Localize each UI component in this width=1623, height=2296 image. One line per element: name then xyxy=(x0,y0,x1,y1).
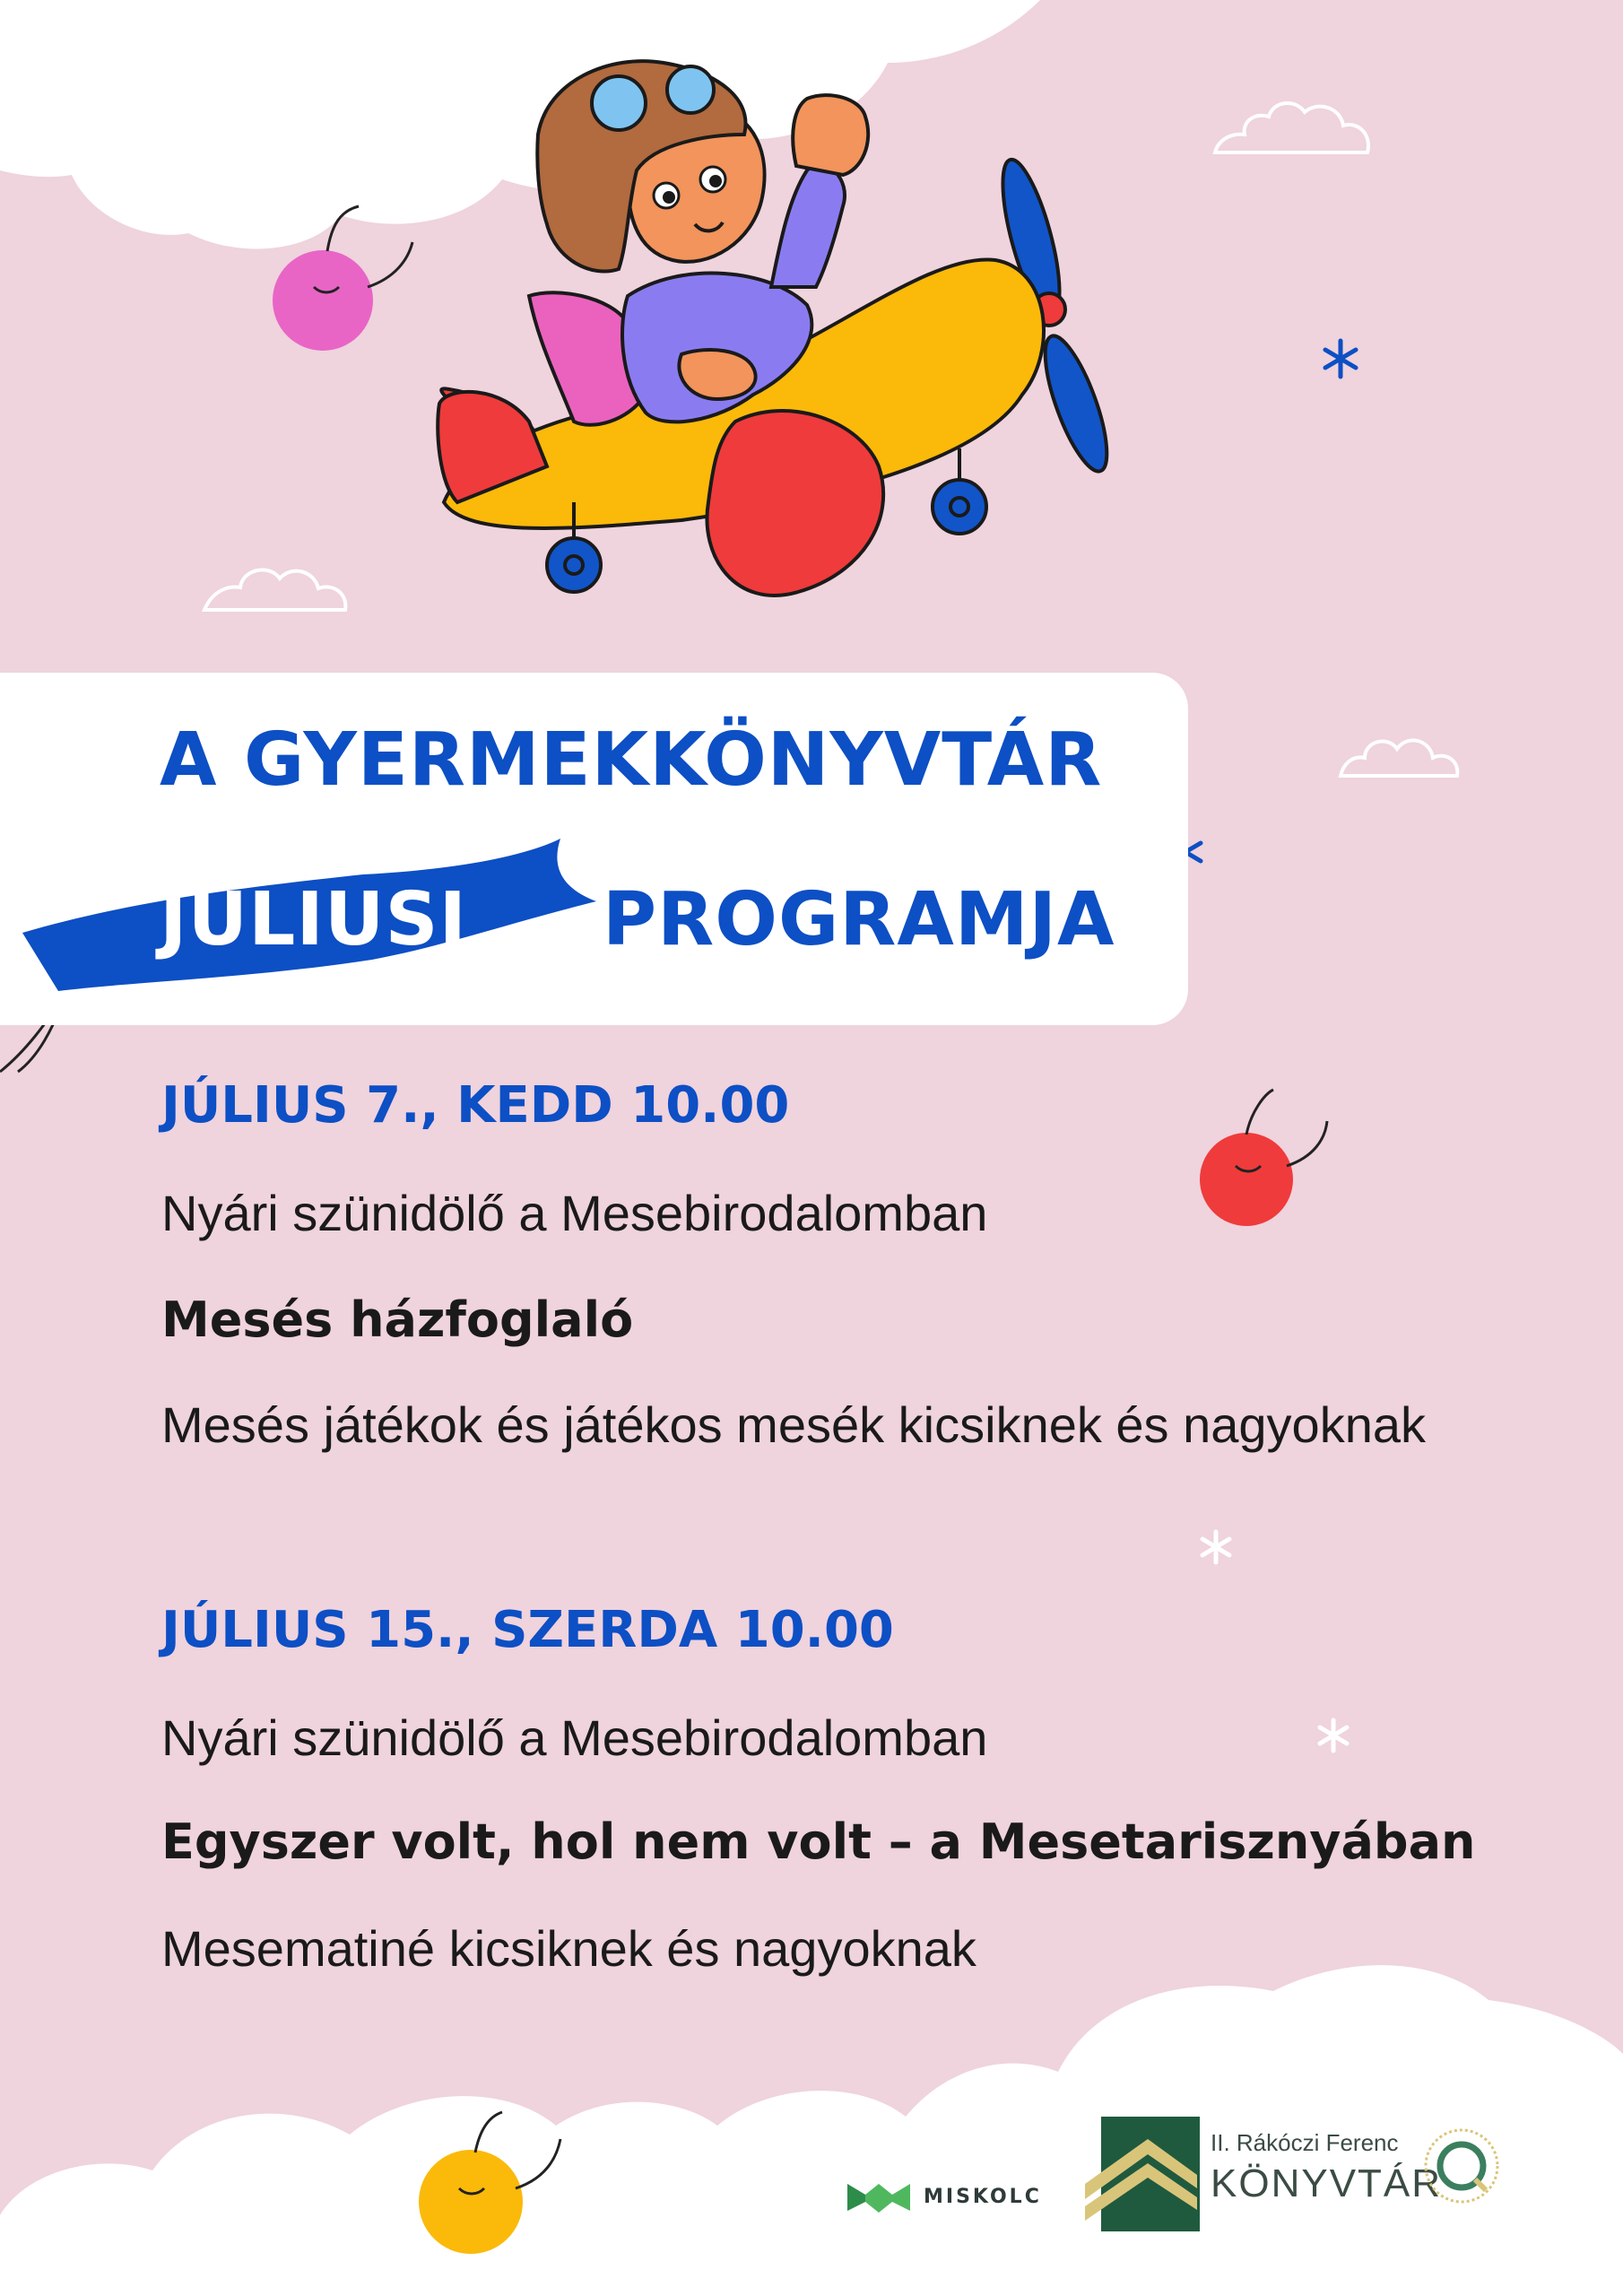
ball-character-icon xyxy=(404,2099,583,2296)
event-date: JÚLIUS 15., SZERDA 10.00 xyxy=(161,1601,894,1659)
library-name-line-2: KÖNYVTÁR xyxy=(1211,2161,1443,2205)
miskolc-logo xyxy=(843,2175,915,2220)
title-line-2: PROGRAMJA xyxy=(603,877,1115,962)
library-name-line-1: II. Rákóczi Ferenc xyxy=(1211,2129,1399,2156)
event-series: Nyári szünidölő a Mesebirodalomban xyxy=(161,1709,988,1766)
outline-cloud-2 xyxy=(204,570,345,610)
airplane-pilot-illustration xyxy=(412,54,1130,610)
title-line-2-highlight: JÚLIUSI xyxy=(160,877,468,962)
star-icon xyxy=(1170,341,1356,870)
library-seal-icon xyxy=(1421,2126,1502,2206)
title-line-1: A GYERMEKKÖNYVTÁR xyxy=(160,718,1103,803)
event-description: Mesés játékok és játékos mesék kicsiknek és nagyoknak xyxy=(161,1396,1426,1453)
event-name: Mesés házfoglaló xyxy=(161,1292,634,1348)
ball-character-icon xyxy=(260,188,439,368)
outline-cloud-3 xyxy=(1341,740,1457,776)
ball-character-icon xyxy=(1184,1076,1363,1238)
outline-cloud-1 xyxy=(1215,103,1368,152)
miskolc-label: MISKOLC xyxy=(924,2186,1042,2208)
event-description: Mesematiné kicsiknek és nagyoknak xyxy=(161,1920,976,1977)
event-series: Nyári szünidölő a Mesebirodalomban xyxy=(161,1185,988,1241)
library-logo xyxy=(1085,2117,1202,2233)
event-name: Egyszer volt, hol nem volt – a Mesetarisznyában xyxy=(161,1813,1476,1870)
event-date: JÚLIUS 7., KEDD 10.00 xyxy=(161,1076,790,1135)
